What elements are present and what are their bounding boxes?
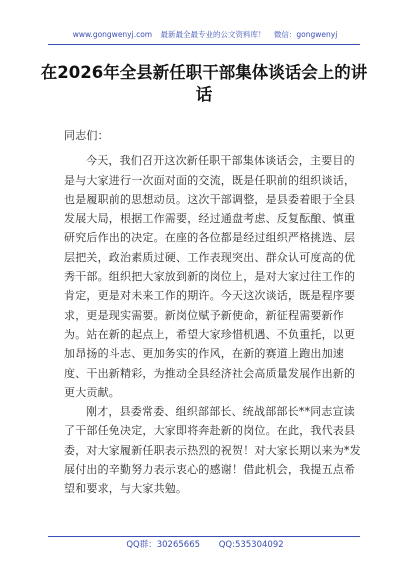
greeting: 同志们： bbox=[64, 129, 109, 142]
document-body bbox=[64, 126, 364, 499]
page-header bbox=[60, 28, 350, 42]
header-slogan: 最新最全最专业的公文资料库！ bbox=[160, 30, 266, 39]
footer-divider bbox=[48, 536, 360, 537]
header-wechat: 微信：gongwenyj bbox=[273, 30, 338, 39]
header-site[interactable]: www.gongwenyj.com bbox=[72, 30, 153, 39]
body-paragraph: 今天，我们召开这次新任职干部集体谈话会，主要目的是与大家进行一次面对面的交流，既是任职前的组织谈话，也是履职前的思想动员。这次干部调整，是县委着眼于全县发展大局，根据工作需要，经过通盘考虑、反复酝酿、慎重研究后作出的决定。在座的各位都是经过组织严格挑选、层层把关，政治素质过硬、工作表现突出、群众认可度高的优秀干部。组织把大家放到新的岗位上，是对大家过往工作的肯定，更是对未来工作的期许。今天这次谈话，既是程序要求，更是现实需要。新岗位赋予新使命，新征程需要新作为。站在新的起点上，希望大家珍惜机遇、不负重托，以更加昂扬的斗志、更加务实的作风，在新的赛道上跑出加速度、干出新精彩，为推动全县经济社会高质量发展作出新的更大贡献。 bbox=[64, 154, 356, 399]
footer-qq: QQ:535304092 bbox=[218, 540, 284, 550]
document-title: 在2026年全县新任职干部集体谈话会上的讲话 bbox=[40, 63, 368, 104]
body-paragraph: 刚才，县委常委、组织部部长、统战部部长**同志宣读了干部任免决定，大家即将奔赴新的岗位。在此，我代表县委，对大家履新任职表示热烈的祝贺！对大家长期以来为*发展付出的辛勤努力表示衷心的感谢！借此机会，我提五点希望和要求，与大家共勉。 bbox=[64, 405, 361, 496]
page-footer bbox=[60, 538, 350, 552]
header-divider bbox=[48, 44, 360, 45]
footer-qq-group: QQ群：30265665 bbox=[126, 540, 201, 550]
